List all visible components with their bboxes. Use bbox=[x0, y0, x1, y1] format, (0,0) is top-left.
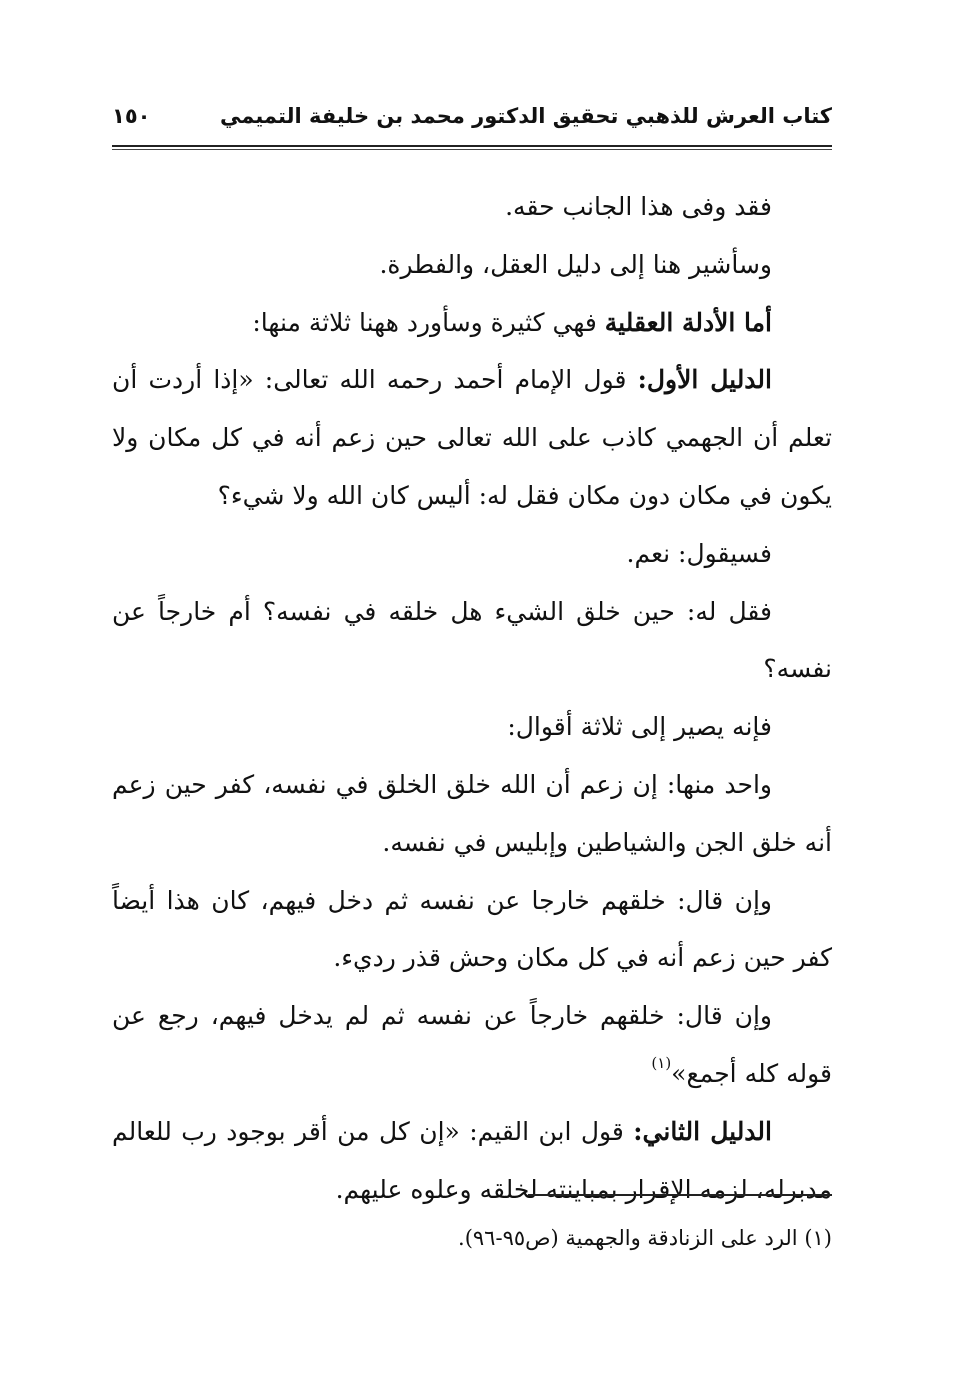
running-header bbox=[112, 98, 832, 142]
footnote-reference[interactable]: (١) bbox=[651, 1053, 672, 1072]
paragraph-text: وسأشير هنا إلى دليل العقل، والفطرة. bbox=[379, 249, 772, 279]
paragraph bbox=[112, 178, 832, 236]
paragraph-text: قول الإمام أحمد رحمه الله تعالى: «إذا أردت أن تعلم أن الجهمي كاذب على الله تعالى حين زعم أنه في كل مكان ولا يكون في مكان دون مكان فقل له: أليس كان الله ولا شيء؟ bbox=[112, 365, 832, 510]
paragraph bbox=[112, 351, 832, 524]
header-title: كتاب العرش للذهبي تحقيق الدكتور محمد بن خليفة التميمي bbox=[220, 104, 832, 128]
paragraph-text: قول ابن القيم: «إن كل من أقر بوجود رب للعالم مدبرله، لزمه الإقرار بمباينته لخلقه وعلوه عليهم. bbox=[112, 1116, 832, 1204]
paragraph-lead: الدليل الثاني: bbox=[633, 1116, 772, 1146]
page-number: ١٥٠ bbox=[112, 104, 151, 128]
paragraph bbox=[112, 236, 832, 294]
paragraph-text: فهي كثيرة وسأورد ههنا ثلاثة منها: bbox=[252, 307, 597, 337]
paragraph bbox=[112, 1103, 832, 1219]
header-rule bbox=[112, 145, 832, 147]
paragraph bbox=[112, 698, 832, 756]
paragraph-lead: أما الأدلة العقلية bbox=[604, 307, 772, 337]
footnote-rule bbox=[528, 1194, 832, 1196]
paragraph-text: فقد وفى هذا الجانب حقه. bbox=[505, 192, 772, 221]
paragraph-lead: الدليل الأول: bbox=[637, 365, 772, 395]
header-rule-thin bbox=[112, 149, 832, 150]
paragraph-text: وإن قال: خلقهم خارجاً عن نفسه ثم لم يدخل فيهم، رجع عن قوله كله أجمع» bbox=[112, 1001, 832, 1088]
paragraph bbox=[112, 525, 832, 583]
paragraph-text: فسيقول: نعم. bbox=[626, 538, 772, 568]
paragraph bbox=[112, 872, 832, 988]
paragraph-text: فقل له: حين خلق الشيء هل خلقه في نفسه؟ أم خارجاً عن نفسه؟ bbox=[112, 596, 832, 684]
paragraph bbox=[112, 987, 832, 1103]
paragraph bbox=[112, 294, 832, 352]
body-text bbox=[112, 178, 832, 1218]
paragraph-text: وإن قال: خلقهم خارجا عن نفسه ثم دخل فيهم، كان هذا أيضاً كفر حين زعم أنه في كل مكان وحش قذر رديء. bbox=[112, 885, 832, 973]
paragraph-text: واحد منها: إن زعم أن الله خلق الخلق في نفسه، كفر حين زعم أنه خلق الجن والشياطين وإبليس في نفسه. bbox=[112, 769, 832, 857]
paragraph bbox=[112, 583, 832, 699]
paragraph bbox=[112, 756, 832, 872]
paragraph-text: فإنه يصير إلى ثلاثة أقوال: bbox=[507, 712, 772, 742]
footnote: (١) الرد على الزنادقة والجهمية (ص٩٥-٩٦). bbox=[458, 1226, 832, 1250]
